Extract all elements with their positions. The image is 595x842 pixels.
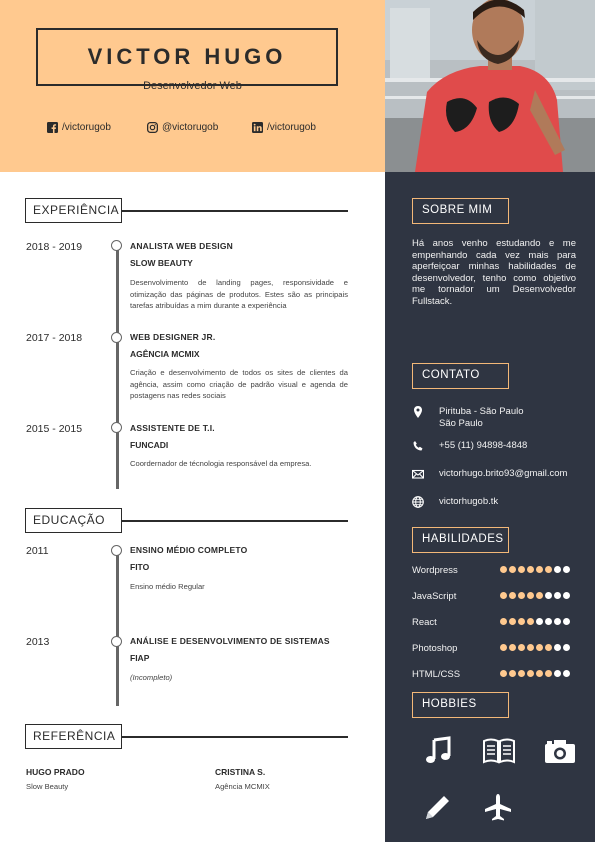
social-facebook[interactable]	[47, 122, 111, 133]
email-icon	[412, 468, 424, 480]
skill-dot-empty	[545, 592, 552, 599]
sidebar	[385, 172, 595, 842]
skill-dot-filled	[527, 670, 534, 677]
skill-dot-filled	[536, 592, 543, 599]
skill-row	[412, 591, 582, 603]
skill-row	[412, 669, 582, 681]
experience-company: SLOW BEAUTY	[130, 258, 193, 268]
skill-dot-empty	[563, 670, 570, 677]
facebook-icon	[47, 122, 58, 133]
social-handle: @victorugob	[162, 122, 219, 133]
experience-description: Desenvolvimento de landing pages, responsividade e otimização das páginas de produtos. Estes são as principais tarefas atribuídas a mim durante a experiência	[130, 278, 348, 310]
education-period: 2013	[26, 636, 50, 648]
timeline-dot	[111, 545, 122, 556]
header-band	[0, 0, 385, 172]
education-title: ENSINO MÉDIO COMPLETO	[130, 545, 248, 555]
about-heading: SOBRE MIM	[412, 198, 509, 224]
skill-dot-empty	[554, 670, 561, 677]
skill-name: JavaScript	[412, 591, 457, 602]
skill-dot-filled	[518, 618, 525, 625]
linkedin-icon	[252, 122, 263, 133]
education-title: ANÁLISE E DESENVOLVIMENTO DE SISTEMAS	[130, 636, 330, 646]
experience-description: Coordernador de técnologia responsável da empresa.	[130, 459, 312, 468]
experience-title: ANALISTA WEB DESIGN	[130, 241, 233, 251]
skill-dot-filled	[518, 592, 525, 599]
skill-dot-filled	[500, 670, 507, 677]
experience-timeline	[116, 246, 119, 489]
skill-name: React	[412, 617, 437, 628]
camera-icon	[543, 736, 577, 766]
skill-dot-filled	[509, 644, 516, 651]
social-links	[0, 122, 385, 138]
social-instagram[interactable]	[147, 122, 218, 133]
skill-rating	[500, 566, 572, 576]
person-role: Desenvolvedor Web	[143, 80, 242, 92]
email-text: victorhugo.brito93@gmail.com	[439, 468, 568, 479]
education-school: FIAP	[130, 653, 150, 663]
instagram-icon	[147, 122, 158, 133]
music-icon	[423, 736, 453, 766]
skill-dot-filled	[500, 566, 507, 573]
profile-photo-illustration	[385, 0, 595, 172]
references-heading: REFERÊNCIA	[25, 724, 122, 749]
social-linkedin[interactable]	[252, 122, 316, 133]
experience-heading: EXPERIÊNCIA	[25, 198, 122, 223]
skill-dot-filled	[527, 566, 534, 573]
skill-dot-filled	[518, 670, 525, 677]
skills-heading: HABILIDADES	[412, 527, 509, 553]
skill-dot-empty	[554, 592, 561, 599]
skill-rating	[500, 618, 572, 628]
book-icon	[482, 736, 516, 766]
skill-dot-filled	[518, 566, 525, 573]
experience-title: ASSISTENTE DE T.I.	[130, 423, 215, 433]
skill-dot-empty	[554, 566, 561, 573]
education-period: 2011	[26, 545, 49, 557]
skill-row	[412, 643, 582, 655]
social-handle: /victorugob	[267, 122, 316, 133]
contact-location	[412, 406, 582, 430]
skill-dot-empty	[563, 618, 570, 625]
skill-rating	[500, 592, 572, 602]
phone-icon	[412, 440, 424, 452]
references-divider	[121, 736, 348, 738]
experience-period: 2017 - 2018	[26, 332, 83, 344]
experience-description: Criação e desenvolvimento de todos os sites de clientes da agência, assim como criação de padrão visual e agenda de postagens nas redes sociais	[130, 368, 348, 400]
experience-period: 2018 - 2019	[26, 241, 83, 253]
skill-dot-filled	[545, 670, 552, 677]
reference-company: Agência MCMIX	[215, 782, 270, 791]
skill-dot-filled	[527, 618, 534, 625]
skill-dot-filled	[545, 566, 552, 573]
experience-period: 2015 - 2015	[26, 423, 83, 435]
skill-dot-filled	[545, 644, 552, 651]
skill-row	[412, 617, 582, 629]
globe-icon	[412, 496, 424, 508]
reference-company: Slow Beauty	[26, 782, 69, 791]
education-timeline	[116, 551, 119, 706]
experience-divider	[121, 210, 348, 212]
skill-dot-filled	[500, 644, 507, 651]
timeline-dot	[111, 422, 122, 433]
skill-dot-filled	[536, 644, 543, 651]
experience-company: FUNCADI	[130, 440, 169, 450]
person-name: VICTOR HUGO	[87, 44, 287, 69]
skill-dot-filled	[500, 592, 507, 599]
skill-dot-empty	[554, 644, 561, 651]
education-note: (Incompleto)	[130, 673, 173, 682]
skill-dot-empty	[536, 618, 543, 625]
hobbies-heading: HOBBIES	[412, 692, 509, 718]
skill-dot-filled	[536, 670, 543, 677]
skill-dot-filled	[527, 592, 534, 599]
timeline-dot	[111, 240, 122, 251]
skill-dot-empty	[545, 618, 552, 625]
social-handle: /victorugob	[62, 122, 111, 133]
skill-name: HTML/CSS	[412, 669, 461, 680]
skill-dot-filled	[509, 670, 516, 677]
skill-row	[412, 565, 582, 577]
skill-dot-empty	[563, 644, 570, 651]
contact-website[interactable]	[412, 496, 582, 510]
reference-name: CRISTINA S.	[215, 767, 266, 777]
skill-dot-empty	[563, 592, 570, 599]
skill-dot-filled	[527, 644, 534, 651]
location-line: Pirituba - São Paulo	[439, 406, 524, 417]
contact-phone[interactable]	[412, 440, 582, 454]
reference-name: HUGO PRADO	[26, 767, 85, 777]
contact-heading: CONTATO	[412, 363, 509, 389]
location-pin-icon	[412, 406, 424, 418]
profile-photo	[385, 0, 595, 172]
skill-rating	[500, 670, 572, 680]
experience-company: AGÊNCIA MCMIX	[130, 349, 200, 359]
skill-dot-filled	[509, 592, 516, 599]
skill-dot-filled	[509, 618, 516, 625]
website-text: victorhugob.tk	[439, 496, 499, 507]
contact-email[interactable]	[412, 468, 582, 482]
education-note: Ensino médio Regular	[130, 582, 205, 591]
education-heading: EDUCAÇÃO	[25, 508, 122, 533]
education-school: FITO	[130, 562, 150, 572]
skill-name: Wordpress	[412, 565, 458, 576]
experience-title: WEB DESIGNER JR.	[130, 332, 216, 342]
pencil-icon	[423, 792, 453, 822]
timeline-dot	[111, 332, 122, 343]
skill-dot-filled	[500, 618, 507, 625]
skill-dot-filled	[509, 566, 516, 573]
timeline-dot	[111, 636, 122, 647]
skill-dot-filled	[518, 644, 525, 651]
skill-dot-empty	[554, 618, 561, 625]
about-text: Há anos venho estudando e me empenhando cada vez mais para aperfeiçoar minhas habilidades de desenvolvedor, tenho como objetivo me tornador um Desenvolvedor Fullstack.	[412, 238, 576, 307]
name-box	[36, 28, 338, 86]
location-line: São Paulo	[439, 417, 483, 429]
phone-text: +55 (11) 94898-4848	[439, 440, 528, 451]
skill-rating	[500, 644, 572, 654]
education-divider	[121, 520, 348, 522]
skill-dot-empty	[563, 566, 570, 573]
skill-name: Photoshop	[412, 643, 458, 654]
skill-dot-filled	[536, 566, 543, 573]
airplane-icon	[483, 792, 513, 822]
